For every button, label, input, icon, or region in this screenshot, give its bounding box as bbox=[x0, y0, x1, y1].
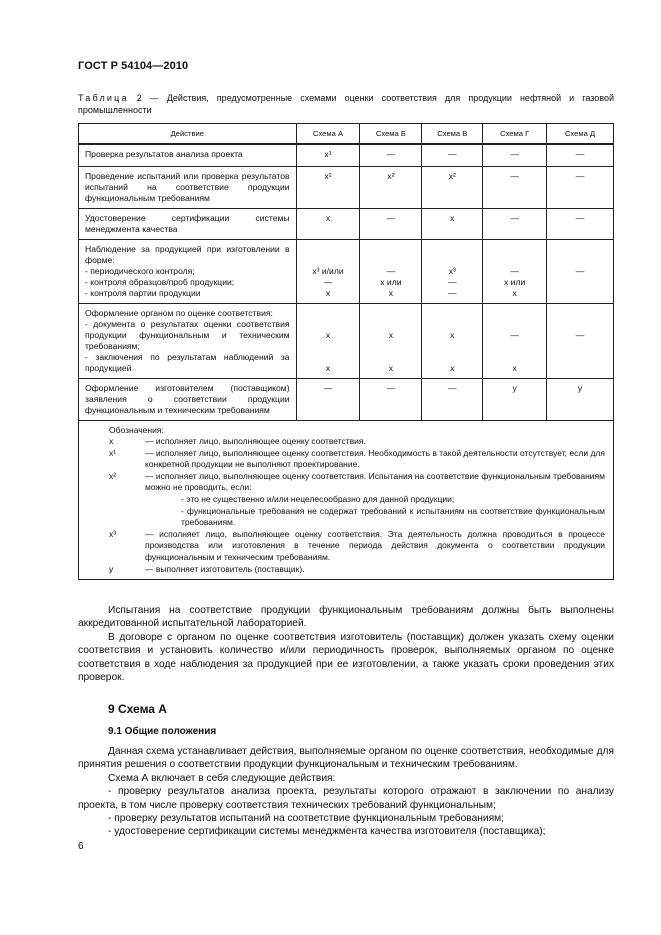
cell-line: x или bbox=[380, 276, 402, 287]
cell-line: x bbox=[388, 362, 394, 373]
value-cell: x² bbox=[422, 166, 483, 208]
table-row bbox=[79, 144, 614, 166]
action-line: - контроля партии продукции bbox=[85, 287, 201, 298]
note-item bbox=[109, 494, 605, 506]
value-cell: — bbox=[360, 144, 422, 166]
action-cell: Удостоверение сертификации системы менеджмента качества bbox=[79, 208, 297, 239]
value-cell: — bbox=[547, 208, 614, 239]
cell-line: x bbox=[325, 287, 331, 298]
table-row bbox=[79, 239, 614, 303]
value-cell: — bbox=[422, 144, 483, 166]
value-cell: — bbox=[483, 166, 547, 208]
paragraph: - проверку результатов испытаний на соответствие функциональным требованиям; bbox=[108, 813, 504, 825]
body-paragraphs-bottom bbox=[78, 745, 614, 839]
paragraph: - проверку результатов анализа проекта, результаты которого отражают в заключении по анализу проекта, в том числе проверку соответствия технических требований функциональным; bbox=[78, 786, 614, 811]
subsection-title: 9.1 Общие положения bbox=[108, 726, 217, 737]
value-cell bbox=[296, 303, 360, 378]
paragraph: - удостоверение сертификации системы менеджмента качества изготовителя (поставщика); bbox=[108, 826, 546, 838]
table-notes-row bbox=[79, 420, 614, 580]
note-item bbox=[109, 471, 605, 494]
paragraph: В договоре с органом по оценке соответствия изготовитель (поставщик) должен указать схему оценки соответствия и установить количество и/или периодичность проверок, выполняемых органом по оценке соответствия в ходе наблюдения за продукцией при ее изготовлении, а также указать сроки проведения этих проверок. bbox=[78, 631, 614, 684]
cell-line: — bbox=[510, 329, 519, 340]
note-text: — исполняет лицо, выполняющее оценку соответствия. Эта деятельность должна проводиться в процессе производства или изготовления в течение периода действия документа о соответствии продукции функциональным и техническим требованиям. bbox=[145, 528, 605, 563]
action-line: Наблюдение за продукцией при изготовлении в форме: bbox=[85, 243, 290, 265]
cell-line: x bbox=[512, 362, 517, 373]
action-line: - контроля образцов/проб продукции; bbox=[85, 276, 235, 287]
column-header: Схема Г bbox=[483, 124, 547, 145]
column-header: Схема А bbox=[296, 124, 360, 145]
cell-line: x bbox=[325, 362, 331, 373]
column-header: Схема Д bbox=[547, 124, 614, 145]
action-line: - заключения по результатам наблюдений за продукцией bbox=[85, 351, 290, 373]
value-cell: — bbox=[547, 144, 614, 166]
note-symbol bbox=[109, 494, 145, 506]
value-cell bbox=[422, 239, 483, 303]
value-cell: x² bbox=[360, 166, 422, 208]
note-item bbox=[109, 506, 605, 529]
action-cell: Оформление изготовителем (поставщиком) заявления о соответствии продукции функциональным и техническим требованиям bbox=[79, 378, 297, 420]
cell-line: x³ и/или bbox=[312, 265, 344, 276]
notes-title: Обозначения: bbox=[109, 424, 164, 435]
document-header: ГОСТ Р 54104—2010 bbox=[78, 60, 189, 72]
value-cell bbox=[547, 303, 614, 378]
page-number: 6 bbox=[78, 841, 84, 852]
value-cell bbox=[483, 239, 547, 303]
column-header: Действие bbox=[79, 124, 297, 145]
note-symbol: x³ bbox=[109, 528, 117, 539]
note-symbol: x² bbox=[109, 470, 117, 481]
table-row bbox=[79, 166, 614, 208]
value-cell: y bbox=[547, 378, 614, 420]
table-caption-text: 2 — Действия, предусмотренные схемами оценки соответствия для продукции нефтяной и газовой промышленности bbox=[78, 93, 614, 115]
action-cell: Проверка результатов анализа проекта bbox=[79, 144, 297, 166]
value-cell: — bbox=[483, 144, 547, 166]
value-cell: x¹ bbox=[296, 144, 360, 166]
column-header: Схема В bbox=[422, 124, 483, 145]
value-cell bbox=[360, 303, 422, 378]
cell-line: — bbox=[447, 287, 457, 298]
table-caption bbox=[78, 92, 614, 116]
cell-line: x³ bbox=[448, 265, 456, 276]
value-cell: x bbox=[296, 208, 360, 239]
cell-line: — bbox=[447, 276, 457, 287]
action-line: Оформление органом по оценке соответствия: bbox=[85, 307, 273, 318]
note-symbol: x¹ bbox=[109, 447, 117, 458]
table-row bbox=[79, 378, 614, 420]
cell-line: — bbox=[575, 329, 585, 340]
action-line: - документа о результатах оценки соответствия продукции функциональным и техническим требованиям; bbox=[85, 318, 290, 351]
value-cell: — bbox=[360, 378, 422, 420]
note-text: — исполняет лицо, выполняющее оценку соответствия. bbox=[145, 436, 366, 447]
body-paragraphs-top bbox=[78, 604, 614, 684]
note-item bbox=[109, 448, 605, 471]
cell-line: x bbox=[325, 329, 331, 340]
note-item bbox=[109, 564, 605, 576]
note-symbol: y bbox=[109, 563, 114, 574]
value-cell: — bbox=[360, 208, 422, 239]
note-text: — исполняет лицо, выполняющее оценку соответствия. Испытания на соответствие функциональным требованиям можно не проводить, если: bbox=[145, 470, 605, 493]
value-cell: y bbox=[483, 378, 547, 420]
note-symbol bbox=[109, 506, 145, 529]
cell-line: x bbox=[450, 329, 455, 340]
table-header-row bbox=[79, 124, 614, 145]
value-cell bbox=[296, 239, 360, 303]
cell-line: x bbox=[512, 287, 517, 298]
note-symbol: x bbox=[109, 436, 114, 447]
action-cell: Проведение испытаний или проверка результатов испытаний на соответствие продукции функциональным требованиям bbox=[79, 166, 297, 208]
value-cell: — bbox=[547, 166, 614, 208]
cell-line: x или bbox=[504, 276, 526, 287]
table-row bbox=[79, 303, 614, 378]
table-notes bbox=[79, 420, 614, 580]
cell-line: — bbox=[575, 265, 585, 276]
value-cell bbox=[422, 303, 483, 378]
cell-line: x bbox=[450, 362, 455, 373]
action-cell bbox=[79, 303, 297, 378]
value-cell: — bbox=[422, 378, 483, 420]
note-item bbox=[109, 529, 605, 564]
note-text: - функциональные требования не содержат требований к испытаниям на соответствие функциональным требованиям. bbox=[181, 505, 605, 528]
note-text: - это не существенно и/или нецелесообразно для данной продукции; bbox=[181, 494, 455, 505]
value-cell bbox=[483, 303, 547, 378]
note-text: — выполняет изготовитель (поставщик). bbox=[145, 563, 305, 574]
action-line: - периодического контроля; bbox=[85, 265, 195, 276]
note-text: — исполняет лицо, выполняющее оценку соответствия. Необходимость в такой деятельности отсутствует, если для конкретной продукции не выполняют проектирование. bbox=[145, 447, 605, 470]
value-cell: — bbox=[296, 378, 360, 420]
paragraph: Схема А включает в себя следующие действия: bbox=[108, 772, 336, 784]
note-item bbox=[109, 436, 605, 448]
cell-line: x bbox=[388, 329, 394, 340]
value-cell: x bbox=[422, 208, 483, 239]
value-cell: — bbox=[483, 208, 547, 239]
cell-line: — bbox=[386, 265, 396, 276]
value-cell: x² bbox=[296, 166, 360, 208]
table-row bbox=[79, 208, 614, 239]
value-cell bbox=[547, 239, 614, 303]
assessment-table bbox=[78, 123, 614, 580]
cell-line: — bbox=[510, 265, 519, 276]
table-caption-label: Таблица bbox=[78, 93, 129, 103]
action-cell bbox=[79, 239, 297, 303]
column-header: Схема Б bbox=[360, 124, 422, 145]
cell-line: — bbox=[323, 276, 333, 287]
paragraph: Данная схема устанавливает действия, выполняемые органом по оценке соответствия, необходимые для принятия решения о соответствии продукции функциональным и техническим требованиям. bbox=[78, 746, 614, 771]
paragraph: Испытания на соответствие продукции функциональным требованиям должны быть выполнены аккредитованной испытательной лабораторией. bbox=[78, 605, 614, 630]
section-title: 9 Схема А bbox=[108, 702, 167, 716]
cell-line: x bbox=[388, 287, 394, 298]
value-cell bbox=[360, 239, 422, 303]
